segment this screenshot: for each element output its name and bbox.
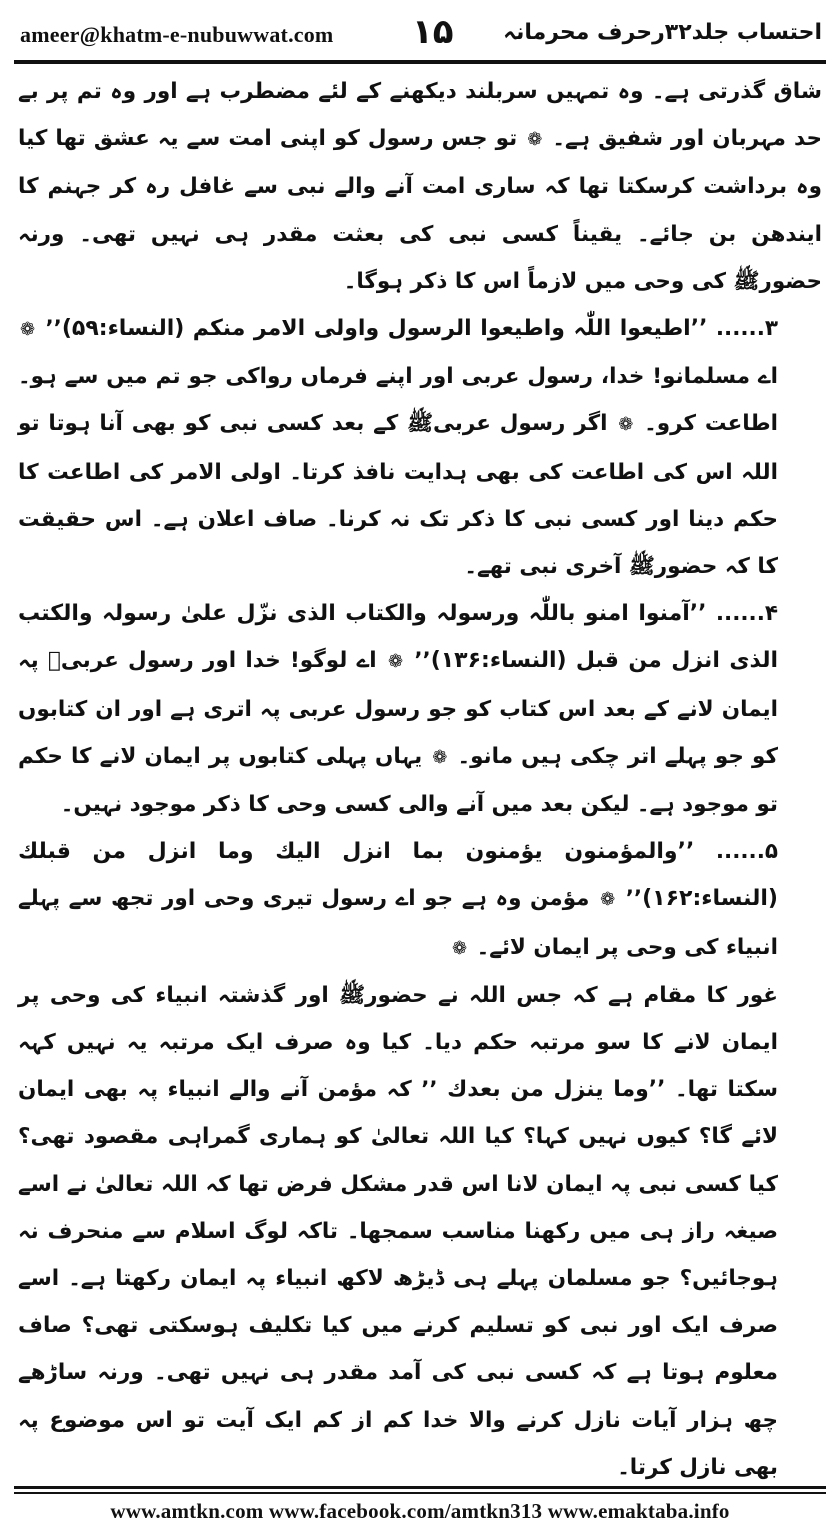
running-title: احتساب جلد۳۲رحرف محرمانہ xyxy=(503,20,822,45)
quote-mark: ’’ xyxy=(625,886,643,912)
footer-rule-thick xyxy=(14,1486,826,1489)
arabic-verse: ’’آمنوا امنو باللّٰہ ورسولہ والکتاب الذی نزّل علیٰ رسولہ والکتب الذی انزل من قبل xyxy=(18,601,778,674)
verse-translation: اے مسلمانو! خدا، رسول عربی اور اپنے فرماں رواکی جو تم میں سے ہو۔ اطاعت کرو۔ xyxy=(18,364,778,437)
flower-icon: ❁ xyxy=(600,889,616,911)
flower-icon: ❁ xyxy=(527,129,543,151)
quote-mark: ’’ xyxy=(414,648,431,674)
page-header xyxy=(14,8,826,60)
paragraph-text: شاق گذرتی ہے۔ وہ تمہیں سربلند دیکھنے کے لئے مضطرب ہے اور وہ تم پر بے حد مہربان اور شفیق ہے۔ xyxy=(18,79,822,152)
commentary-text: اگر رسول عربیﷺ کے بعد کسی نبی کو بھی آنا ہوتا تو اللہ اس کی اطاعت کی بھی ہدایت نافذ کرتا۔ اولی الامر کی اطاعت کا حکم دینا اور کسی نبی کا ذکر تک نہ کرنا۔ صاف اعلان ہے۔ اس حقیقت کا کہ حضورﷺ آخری نبی تھے۔ xyxy=(18,411,778,580)
paragraph-text: غور کا مقام ہے کہ جس اللہ نے حضورﷺ اور گذشتہ انبیاء کی وحی پر ایمان لانے کا سو مرتبہ حکم دیا۔ کیا وہ صرف ایک مرتبہ یہ نہیں کہہ سکتا تھا۔ xyxy=(18,982,778,1103)
header-rule xyxy=(14,60,826,64)
arabic-verse: ’’اطیعوا اللّٰہ واطیعوا الرسول واولی الامر منکم xyxy=(192,316,708,342)
arabic-verse: ’’والمؤمنون یؤمنون بما انزل الیك وما انزل من قبلك xyxy=(18,839,695,865)
verse-reference: (النساء:۵۹) xyxy=(61,316,185,342)
flower-icon: ❁ xyxy=(387,651,404,673)
item-number: ۳...... xyxy=(715,316,778,342)
arabic-phrase: ’’وما ینزل من بعدك xyxy=(447,1077,666,1103)
footer-rule-thin xyxy=(14,1492,826,1494)
verse-reference: (النساء:۱۳۶) xyxy=(430,648,567,674)
paragraph-text: ’’ کہ مؤمن آنے والے انبیاء پہ بھی ایمان لائے گا؟ کیوں نہیں کہا؟ کیا اللہ تعالیٰ کو ہماری گمراہی مقصود تھی؟ کیا کسی نبی پہ ایمان لانا اس قدر مشکل فرض تھا کہ اللہ تعالیٰ نے اسے صیغہ راز ہی میں رکھنا مناسب سمجھا۔ تاکہ لوگ اسلام سے منحرف نہ ہوجائیں؟ جو مسلمان پہلے ہی ڈیڑھ لاکھ انبیاء پہ ایمان رکھتا ہے۔ اسے صرف ایک اور نبی کو تسلیم کرنے میں کیا تکلیف ہوسکتی تھی؟ صاف معلوم ہوتا ہے کہ کسی نبی کی آمد مقدر ہی نہیں تھی۔ ورنہ ساڑھے چھ ہزار آیات نازل کرنے والا خدا کم از کم ایک آیت تو اس موضوع پہ بھی نازل کرتا۔ xyxy=(18,1077,778,1480)
page-number: ۱۵ xyxy=(412,12,454,52)
header-email: ameer@khatm-e-nubuwwat.com xyxy=(20,22,334,47)
flower-icon: ❁ xyxy=(432,746,448,768)
verse-item-4 xyxy=(18,590,822,828)
footer-links: www.amtkn.com www.facebook.com/amtkn313 www.emaktaba.info xyxy=(110,1499,730,1523)
paragraph-closing xyxy=(18,972,822,1491)
verse-translation: اے لوگو! خدا اور رسول عربیؐ پہ ایمان لانے کے بعد اس کتاب کو جو رسول عربی پہ اتری ہے اور ان کتابوں کو جو پہلے اتر چکی ہیں مانو۔ xyxy=(18,648,778,769)
verse-reference: (النساء:۱۶۲) xyxy=(642,886,778,912)
flower-icon: ❁ xyxy=(452,937,468,959)
item-number: ۴...... xyxy=(715,601,778,627)
item-number: ۵...... xyxy=(715,839,778,865)
page-body xyxy=(18,68,822,1491)
verse-translation: مؤمن وہ ہے جو اے رسول تیری وحی اور تجھ سے پہلے انبیاء کی وحی پر ایمان لائے۔ xyxy=(18,886,778,960)
flower-icon: ❁ xyxy=(618,414,634,436)
verse-item-5 xyxy=(18,828,822,972)
paragraph-text: تو جس رسول کو اپنی امت سے یہ عشق تھا کیا وہ برداشت کرسکتا تھا کہ ساری امت آنے والے نبی سے غافل رہ کر جہنم کا ایندھن بن جائے۔ یقیناً کسی نبی کی بعثت مقدر ہی نہیں تھی۔ ورنہ حضورﷺ کی وحی میں لازماً اس کا ذکر ہوگا۔ xyxy=(18,126,822,294)
flower-icon: ❁ xyxy=(20,319,36,341)
quote-mark: ’’ xyxy=(45,316,62,342)
verse-item-3 xyxy=(18,305,822,590)
commentary-text: یہاں پہلی کتابوں پر ایمان لانے کا حکم تو موجود ہے۔ لیکن بعد میں آنے والی کسی وحی کا ذکر موجود نہیں۔ xyxy=(18,743,778,818)
paragraph-opening xyxy=(18,68,822,305)
